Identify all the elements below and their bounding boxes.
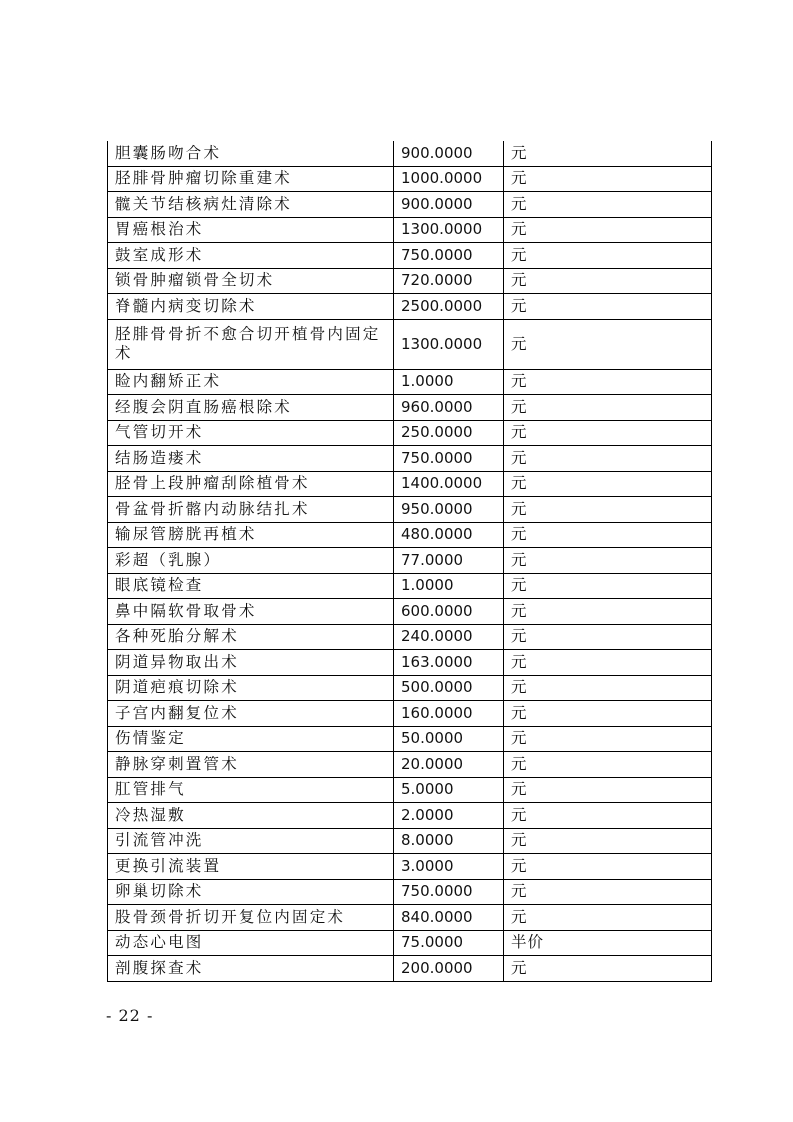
price-cell: 250.0000 xyxy=(394,420,504,446)
procedure-name-cell: 眼底镜检查 xyxy=(108,573,394,599)
table-row xyxy=(108,294,712,320)
unit-cell: 元 xyxy=(504,624,712,650)
table-row xyxy=(108,268,712,294)
table-row xyxy=(108,777,712,803)
price-cell: 750.0000 xyxy=(394,243,504,269)
price-cell: 750.0000 xyxy=(394,446,504,472)
table-row xyxy=(108,624,712,650)
unit-cell: 元 xyxy=(504,573,712,599)
procedure-name-cell: 胆囊肠吻合术 xyxy=(108,141,394,166)
unit-cell: 元 xyxy=(504,854,712,880)
price-cell: 1300.0000 xyxy=(394,217,504,243)
table-row xyxy=(108,141,712,166)
table-row xyxy=(108,675,712,701)
price-cell: 480.0000 xyxy=(394,522,504,548)
unit-cell: 元 xyxy=(504,956,712,982)
table-row xyxy=(108,930,712,956)
price-cell: 950.0000 xyxy=(394,497,504,523)
unit-cell: 元 xyxy=(504,217,712,243)
table-row xyxy=(108,726,712,752)
procedure-name-cell: 胫腓骨肿瘤切除重建术 xyxy=(108,166,394,192)
unit-cell: 元 xyxy=(504,599,712,625)
price-cell: 600.0000 xyxy=(394,599,504,625)
unit-cell: 元 xyxy=(504,522,712,548)
unit-cell: 元 xyxy=(504,166,712,192)
procedure-name-cell: 彩超（乳腺） xyxy=(108,548,394,574)
table-row xyxy=(108,828,712,854)
table-row xyxy=(108,471,712,497)
table-row xyxy=(108,803,712,829)
procedure-name-cell: 卵巢切除术 xyxy=(108,879,394,905)
table-row xyxy=(108,879,712,905)
unit-cell: 元 xyxy=(504,675,712,701)
unit-cell: 元 xyxy=(504,548,712,574)
procedure-name-cell: 阴道异物取出术 xyxy=(108,650,394,676)
table-row xyxy=(108,217,712,243)
table-row xyxy=(108,701,712,727)
unit-cell: 元 xyxy=(504,369,712,395)
price-cell: 500.0000 xyxy=(394,675,504,701)
procedure-name-cell: 输尿管膀胱再植术 xyxy=(108,522,394,548)
procedure-name-cell: 引流管冲洗 xyxy=(108,828,394,854)
unit-cell: 元 xyxy=(504,141,712,166)
table-row xyxy=(108,548,712,574)
price-cell: 720.0000 xyxy=(394,268,504,294)
price-cell: 200.0000 xyxy=(394,956,504,982)
price-cell: 1000.0000 xyxy=(394,166,504,192)
price-cell: 163.0000 xyxy=(394,650,504,676)
price-cell: 1400.0000 xyxy=(394,471,504,497)
unit-cell: 元 xyxy=(504,395,712,421)
table-row xyxy=(108,905,712,931)
price-cell: 240.0000 xyxy=(394,624,504,650)
procedure-name-cell: 剖腹探查术 xyxy=(108,956,394,982)
table-row xyxy=(108,446,712,472)
procedure-name-cell: 肛管排气 xyxy=(108,777,394,803)
procedure-name-cell: 锁骨肿瘤锁骨全切术 xyxy=(108,268,394,294)
unit-cell: 元 xyxy=(504,268,712,294)
procedure-name-cell: 冷热湿敷 xyxy=(108,803,394,829)
procedure-name-cell: 睑内翻矫正术 xyxy=(108,369,394,395)
price-cell: 50.0000 xyxy=(394,726,504,752)
table-row xyxy=(108,497,712,523)
price-cell: 1.0000 xyxy=(394,369,504,395)
unit-cell: 元 xyxy=(504,726,712,752)
price-cell: 1.0000 xyxy=(394,573,504,599)
price-table-body xyxy=(108,141,712,981)
procedure-name-cell: 经腹会阴直肠癌根除术 xyxy=(108,395,394,421)
table-row xyxy=(108,166,712,192)
procedure-name-cell: 鼻中隔软骨取骨术 xyxy=(108,599,394,625)
unit-cell: 元 xyxy=(504,192,712,218)
price-cell: 77.0000 xyxy=(394,548,504,574)
procedure-name-cell: 各种死胎分解术 xyxy=(108,624,394,650)
price-cell: 8.0000 xyxy=(394,828,504,854)
unit-cell: 元 xyxy=(504,701,712,727)
table-row xyxy=(108,956,712,982)
unit-cell: 元 xyxy=(504,803,712,829)
price-cell: 5.0000 xyxy=(394,777,504,803)
unit-cell: 半价 xyxy=(504,930,712,956)
procedure-name-cell: 脊髓内病变切除术 xyxy=(108,294,394,320)
procedure-name-cell: 胫腓骨骨折不愈合切开植骨内固定术 xyxy=(108,319,394,369)
unit-cell: 元 xyxy=(504,243,712,269)
table-row xyxy=(108,192,712,218)
price-cell: 2500.0000 xyxy=(394,294,504,320)
unit-cell: 元 xyxy=(504,471,712,497)
procedure-name-cell: 胃癌根治术 xyxy=(108,217,394,243)
procedure-name-cell: 阴道疤痕切除术 xyxy=(108,675,394,701)
unit-cell: 元 xyxy=(504,828,712,854)
price-cell: 75.0000 xyxy=(394,930,504,956)
unit-cell: 元 xyxy=(504,420,712,446)
price-table xyxy=(107,141,712,982)
unit-cell: 元 xyxy=(504,319,712,369)
unit-cell: 元 xyxy=(504,650,712,676)
price-cell: 900.0000 xyxy=(394,192,504,218)
procedure-name-cell: 动态心电图 xyxy=(108,930,394,956)
unit-cell: 元 xyxy=(504,777,712,803)
price-cell: 900.0000 xyxy=(394,141,504,166)
unit-cell: 元 xyxy=(504,752,712,778)
table-row xyxy=(108,319,712,369)
table-row xyxy=(108,395,712,421)
procedure-name-cell: 结肠造瘘术 xyxy=(108,446,394,472)
unit-cell: 元 xyxy=(504,879,712,905)
unit-cell: 元 xyxy=(504,905,712,931)
price-cell: 750.0000 xyxy=(394,879,504,905)
table-row xyxy=(108,650,712,676)
table-row xyxy=(108,752,712,778)
procedure-name-cell: 鼓室成形术 xyxy=(108,243,394,269)
table-row xyxy=(108,420,712,446)
price-cell: 960.0000 xyxy=(394,395,504,421)
procedure-name-cell: 伤情鉴定 xyxy=(108,726,394,752)
price-cell: 3.0000 xyxy=(394,854,504,880)
table-row xyxy=(108,573,712,599)
unit-cell: 元 xyxy=(504,497,712,523)
page-number: - 22 - xyxy=(106,1006,154,1025)
procedure-name-cell: 髋关节结核病灶清除术 xyxy=(108,192,394,218)
table-row xyxy=(108,599,712,625)
price-cell: 2.0000 xyxy=(394,803,504,829)
table-row xyxy=(108,522,712,548)
price-cell: 20.0000 xyxy=(394,752,504,778)
procedure-name-cell: 静脉穿刺置管术 xyxy=(108,752,394,778)
price-cell: 840.0000 xyxy=(394,905,504,931)
procedure-name-cell: 胫骨上段肿瘤刮除植骨术 xyxy=(108,471,394,497)
procedure-name-cell: 气管切开术 xyxy=(108,420,394,446)
price-cell: 160.0000 xyxy=(394,701,504,727)
unit-cell: 元 xyxy=(504,446,712,472)
table-row xyxy=(108,243,712,269)
procedure-name-cell: 子宫内翻复位术 xyxy=(108,701,394,727)
procedure-name-cell: 骨盆骨折髂内动脉结扎术 xyxy=(108,497,394,523)
unit-cell: 元 xyxy=(504,294,712,320)
table-row xyxy=(108,369,712,395)
table-row xyxy=(108,854,712,880)
procedure-name-cell: 股骨颈骨折切开复位内固定术 xyxy=(108,905,394,931)
price-cell: 1300.0000 xyxy=(394,319,504,369)
procedure-name-cell: 更换引流装置 xyxy=(108,854,394,880)
